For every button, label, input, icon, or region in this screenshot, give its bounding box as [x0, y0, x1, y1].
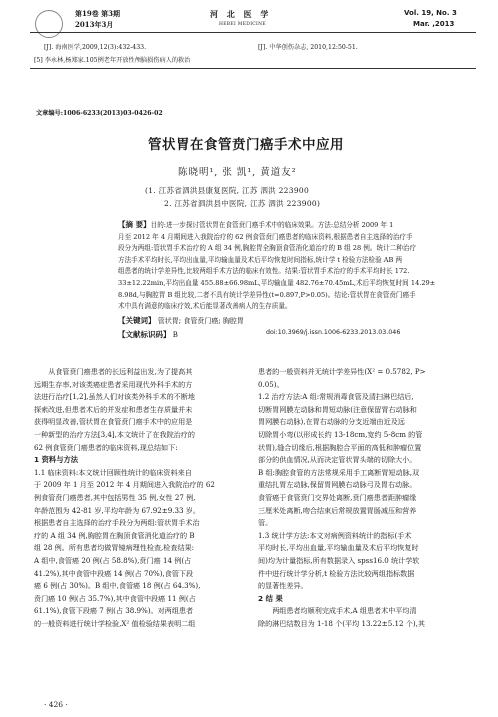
body-line: 部分的供血情况,从而决定管状胃头端的切除大小。 — [258, 455, 417, 465]
section-heading: 2 结 果 — [258, 593, 283, 603]
keywords — [118, 315, 244, 326]
body-line: 获得明显改善,管状胃在食管贲门癌手术中的应用是 — [34, 417, 193, 427]
classification-label: 【文献标识码】 — [118, 330, 171, 339]
body-left-column — [34, 366, 235, 630]
body-line: 食管癌于食管贲门交界处离断,贲门癌患者距肿瘤缘 — [258, 492, 417, 502]
body-line: 间)均为计量指标,所有数据录入 spss16.0 统计学软 — [258, 555, 420, 565]
abstract-line: 目的:进一步探讨管状胃在食管贲门癌手术中的临床效果。方法:总结分析 2009 年 1 — [150, 221, 394, 229]
header-date: 2013年3月 — [75, 20, 114, 29]
body-line: 除的淋巴结数目为 1-18 个(平均 13.22±5.12 个),其 — [258, 618, 426, 628]
body-line: 一种新型的治疗方法[3,4],本文统计了在我院治疗的 — [34, 429, 195, 439]
abstract-line: 8.98d,与胸腔胃 B 组比较,二者不具有统计学差异性(t=0.897,P>0.05)。结论:管状胃在食管贲门癌手 — [118, 290, 416, 299]
body-line: 的显著性差异。 — [258, 581, 308, 591]
section-heading: 1 资料与方法 — [34, 455, 79, 465]
body-line: 年龄范围为 42-81 岁,平均年龄为 67.92±9.33 岁。 — [34, 505, 200, 515]
body-line: 62 例食管贲门癌患者的临床资料,现总结如下: — [34, 442, 178, 452]
body-line: 探索改进,但患者术后的并发症和患者生存质量并未 — [34, 404, 193, 414]
keywords-text: 管状胃; 食管贲门癌; 胸腔胃 — [157, 317, 244, 325]
classification — [118, 329, 178, 340]
header-journal-title: 河 北 医 学 — [210, 9, 272, 19]
affiliation-2: 2. 江苏省泗洪县中医院, 江苏 泗洪 223900) — [164, 199, 321, 208]
body-line: 远期生存率,对该类癌症患者采用现代外科手术的方 — [34, 379, 193, 389]
doi: doi:10.3969/j.issn.1006-6233.2013.03.046 — [266, 329, 401, 336]
reference-fragment-right: [J]. 中华创伤杂志, 2010,12:50-51. — [258, 44, 358, 51]
abstract-line: 33±12.22min,平均出血量 455.88±66.98mL,平均输血量 482.76±70.45mL,术后平均恢复时间 14.29± — [118, 278, 436, 287]
journal-logo — [35, 10, 63, 38]
body-line: 根据患者自主选择的治疗手段分为两组:管状胃手术治 — [34, 518, 200, 528]
keywords-label: 【关键词】 — [118, 316, 156, 325]
body-line: 胃网膜右动脉),在胃右动脉的分支近端由近及远 — [258, 417, 405, 427]
body-line: 41.2%),其中食管中段癌 14 例(占 70%),食管下段 — [34, 568, 194, 578]
body-line: 平均时长,平均出血量,平均输血量及术后平均恢复时 — [258, 543, 419, 553]
body-line: 三厘米处离断,吻合结束后常规放置胃肠减压和营养 — [258, 505, 417, 515]
abstract-line: 月至 2012 年 4 月期间进入我院治疗的 62 例食管贲门癌患者的临床资料,根据患者自主选择的治疗手 — [118, 232, 413, 241]
abstract — [118, 219, 448, 313]
body-line: 两组患者均顺利完成手术,A 组患者术中平均清 — [272, 606, 417, 616]
header-volume: Vol. 19, No. 3 — [404, 9, 457, 17]
abstract-line: 术中具有满意的临床疗效,术后能显著改善病人的生存质量。 — [118, 302, 292, 311]
body-line: B 组:胸腔食管的方法常规采用手工离断胃短动脉,双 — [258, 467, 420, 477]
body-line: 1.2 治疗方法:A 组:常规消毒食管及清扫淋巴结后, — [258, 392, 414, 402]
body-line: 法进行治疗[1,2],虽然人们对该类外科手术的不断地 — [34, 392, 195, 402]
body-line: 切除胃小弯(以形成长约 13-18cm,宽约 5-8cm 的管 — [258, 429, 423, 439]
body-line: 从食管贲门癌患者的长远利益出发,为了提高其 — [48, 367, 193, 376]
header-month: Mar. ,2013 — [413, 20, 455, 28]
references-rule — [30, 68, 476, 69]
body-line: 患者的一般资料并无统计学差异性(X² = 0.5782, P> — [258, 367, 426, 376]
abstract-line: 方法手术平均时长,平均出血量,平均输血量及术后平均恢复时间指标,统计学 t 检验方法检验 AB 两 — [118, 255, 403, 264]
abstract-line: 段分为两组:管状胃手术治疗的 A 组 34 例,胸腔胃全胸顶食管消化道治疗的 B 组 28 例。统计二种治疗 — [118, 244, 417, 253]
authors: 陈晓明¹, 张 凯¹, 黄道友² — [178, 167, 297, 178]
body-right-column — [258, 366, 459, 630]
abstract-line: 组患者的统计学差异性,比较两组手术方法的临床有效性。结果:管状胃手术治疗的手术平均时长 172. — [118, 267, 410, 276]
body-line: A 组中,食管癌 20 例(占 58.8%),贲门癌 14 例(占 — [34, 555, 192, 565]
classification-code: B — [172, 331, 178, 339]
affiliation-1: (1. 江苏省泗洪县康复医院, 江苏 泗洪 223900 — [145, 186, 310, 195]
header-rule — [30, 32, 476, 33]
article-title: 管状胃在食管贲门癌手术中应用 — [148, 137, 344, 153]
body-line: 疗的 A 组 34 例,胸腔胃在胸顶食管消化道治疗的 B — [34, 530, 195, 540]
body-line: 状胃),缝合切缘后,根据胸腔合平面的高低和肿瘤位置 — [258, 442, 422, 452]
body-line: 1.3 统计学方法:本文对病例资料统计的指标(手术 — [258, 530, 412, 540]
body-line: 组 28 例。所有患者均做胃镜病理性检查,检查结果: — [34, 543, 195, 553]
body-line: 0.05)。 — [258, 379, 284, 389]
body-line: 切断胃网膜左动脉和胃短动脉(注意保留胃右动脉和 — [258, 404, 417, 414]
header-journal-subtitle: HEBEI MEDICINE — [219, 22, 266, 27]
reference-5: [5] 李永林,杨郑家.105例老年开放性颅脑损伤病人的救治 — [34, 57, 191, 64]
abstract-label: 【摘 要】 — [118, 220, 151, 229]
body-line: 1.1 临床资料:本文统计回顾性统计的临床资料来自 — [34, 467, 192, 477]
body-line: 例食管贲门癌患者,其中包括男性 35 例,女性 27 例, — [34, 492, 196, 502]
article-number: 文章编号:1006-6233(2013)03-0426-02 — [36, 110, 163, 117]
body-line: 管。 — [258, 518, 273, 528]
body-line: 61.1%),食管下段癌 7 例(占 38.9%)。对两组患者 — [34, 606, 194, 616]
body-line: 件中进行统计学分析,t 检验方法比较两组指标数据 — [258, 568, 415, 578]
body-line: 贲门癌 10 例(占 35.7%),其中食管中段癌 11 例(占 — [34, 593, 196, 603]
body-line: 重结扎胃左动脉,保留胃网膜右动脉弓及胃右动脉。 — [258, 480, 417, 490]
body-line: 的一般资料进行统计学检验,X² 值检验结果表明二组 — [34, 618, 196, 628]
body-line: 于 2009 年 1 月至 2012 年 4 月期间进入我院治疗的 62 — [34, 480, 215, 490]
header-issue: 第19卷 第3期 — [75, 9, 121, 18]
page-number: · 426 · — [44, 700, 68, 709]
reference-fragment: [J]. 海南医学,2009,12(3):432-433. — [44, 44, 147, 51]
body-line: 癌 6 例(占 30%)。B 组中,食管癌 18 例(占 64.3%), — [34, 581, 201, 591]
